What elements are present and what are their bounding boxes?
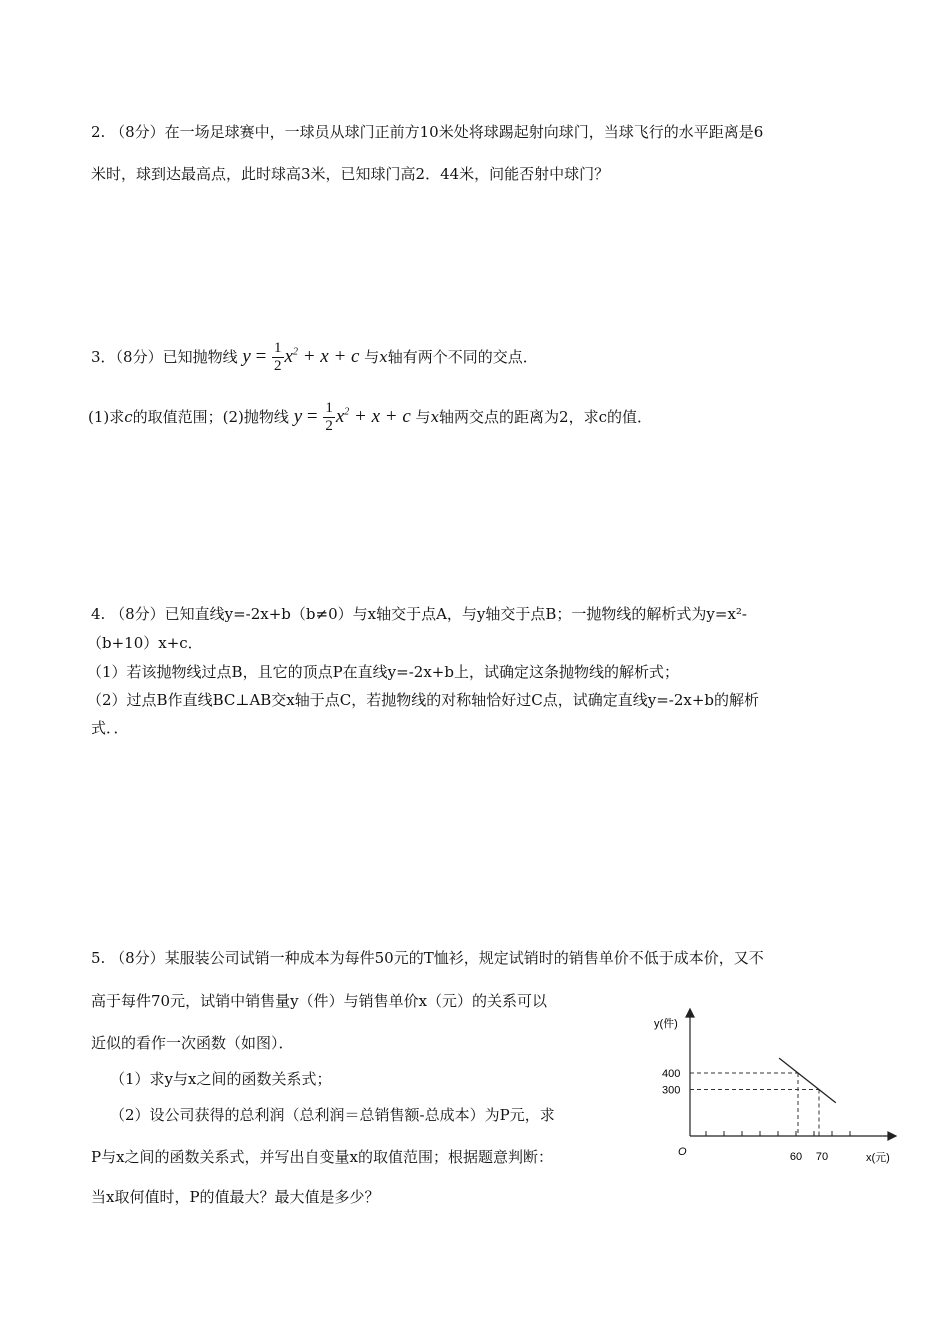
q5-line-2: 高于每件70元，试销中销售量y（件）与销售单价x（元）的关系可以 bbox=[91, 992, 548, 1010]
x-axis-arrow bbox=[888, 1132, 896, 1140]
q3-c-var: c bbox=[124, 407, 133, 426]
q3-x-var-2: x bbox=[430, 407, 440, 426]
q5-line-4: （1）求y与x之间的函数关系式； bbox=[110, 1070, 332, 1088]
eq-equals: = bbox=[306, 405, 318, 427]
q3-mid: 与 bbox=[364, 347, 380, 366]
eq-rest: + x + c bbox=[302, 345, 360, 367]
q3-line-1 bbox=[91, 340, 538, 375]
eq-x: x bbox=[284, 345, 293, 367]
x-minor-ticks bbox=[706, 1131, 850, 1136]
y-tick-label-300: 300 bbox=[662, 1084, 681, 1097]
x-axis-label: x(元) bbox=[866, 1152, 890, 1164]
frac-num: 1 bbox=[325, 400, 333, 416]
q4-line-5: 式．． bbox=[91, 719, 129, 737]
x-tick-label-60: 60 bbox=[789, 1151, 803, 1163]
eq-fraction bbox=[272, 340, 284, 375]
q3-p1-prefix: (1)求 bbox=[88, 407, 125, 426]
q3-line-2 bbox=[88, 400, 652, 435]
q5-line-1: 5. （8分）某服装公司试销一种成本为每件50元的T恤衫，规定试销时的销售单价不低于成本价，又不 bbox=[91, 949, 764, 967]
y-axis-arrow bbox=[686, 1009, 694, 1017]
eq-x: x bbox=[335, 405, 345, 427]
q2-line-2: 米时，球到达最高点，此时球高3米，已知球门高2．44米，问能否射中球门？ bbox=[91, 165, 610, 183]
q4-line-2: （b+10）x+c． bbox=[87, 634, 203, 652]
eq-y: y bbox=[293, 405, 303, 427]
eq-sup: 2 bbox=[344, 406, 350, 418]
q3-equation-2 bbox=[293, 400, 416, 434]
frac-den: 2 bbox=[325, 418, 333, 434]
eq-rest: + x + c bbox=[354, 405, 411, 427]
frac-den: 2 bbox=[274, 358, 282, 374]
q3-p2-suffix: 轴两交点的距离为2，求c的值． bbox=[439, 407, 652, 426]
q2-line-1: 2. （8分）在一场足球赛中，一球员从球门正前方10米处将球踢起射向球门，当球飞行的水平距离是6 bbox=[91, 123, 764, 141]
q4-line-4: （2）过点B作直线BC⊥AB交x轴于点C，若抛物线的对称轴恰好过C点，试确定直线y=-2x+b的解析 bbox=[87, 691, 760, 709]
q3-p2-mid: 与 bbox=[415, 407, 431, 426]
q3-suffix: 轴有两个不同的交点． bbox=[387, 347, 538, 366]
q4-line-3: （1）若该抛物线过点B，且它的顶点P在直线y=-2x+b上，试确定这条抛物线的解析式； bbox=[87, 663, 679, 681]
x-tick-label-70: 70 bbox=[815, 1151, 829, 1163]
q5-line-7: 当x取何值时，P的值最大？最大值是多少？ bbox=[91, 1188, 380, 1206]
q5-line-5: （2）设公司获得的总利润（总利润＝总销售额-总成本）为P元，求 bbox=[110, 1106, 555, 1124]
eq-equals: = bbox=[255, 345, 267, 367]
q5-chart bbox=[640, 1005, 910, 1175]
q3-equation-1 bbox=[242, 340, 364, 374]
frac-num: 1 bbox=[274, 340, 282, 356]
y-axis-label: y(件) bbox=[654, 1018, 678, 1030]
q5-line-6: P与x之间的函数关系式，并写出自变量x的取值范围；根据题意判断： bbox=[91, 1148, 554, 1166]
q3-x-var: x bbox=[379, 347, 388, 366]
q5-line-3: 近似的看作一次函数（如图）． bbox=[91, 1034, 294, 1052]
q3-p1-mid: 的取值范围；(2)抛物线 bbox=[132, 407, 289, 426]
y-tick-label-400: 400 bbox=[662, 1068, 681, 1080]
origin-label: O bbox=[678, 1146, 687, 1158]
series-line bbox=[779, 1058, 836, 1103]
eq-sup: 2 bbox=[292, 346, 298, 358]
q4-line-1: 4. （8分）已知直线y=-2x+b（b≠0）与x轴交于点A，与y轴交于点B；一抛物线的解析式为y=x²- bbox=[91, 605, 747, 623]
eq-fraction bbox=[323, 400, 335, 435]
q3-prefix: 3．（8分）已知抛物线 bbox=[91, 347, 238, 366]
eq-y: y bbox=[242, 345, 251, 367]
